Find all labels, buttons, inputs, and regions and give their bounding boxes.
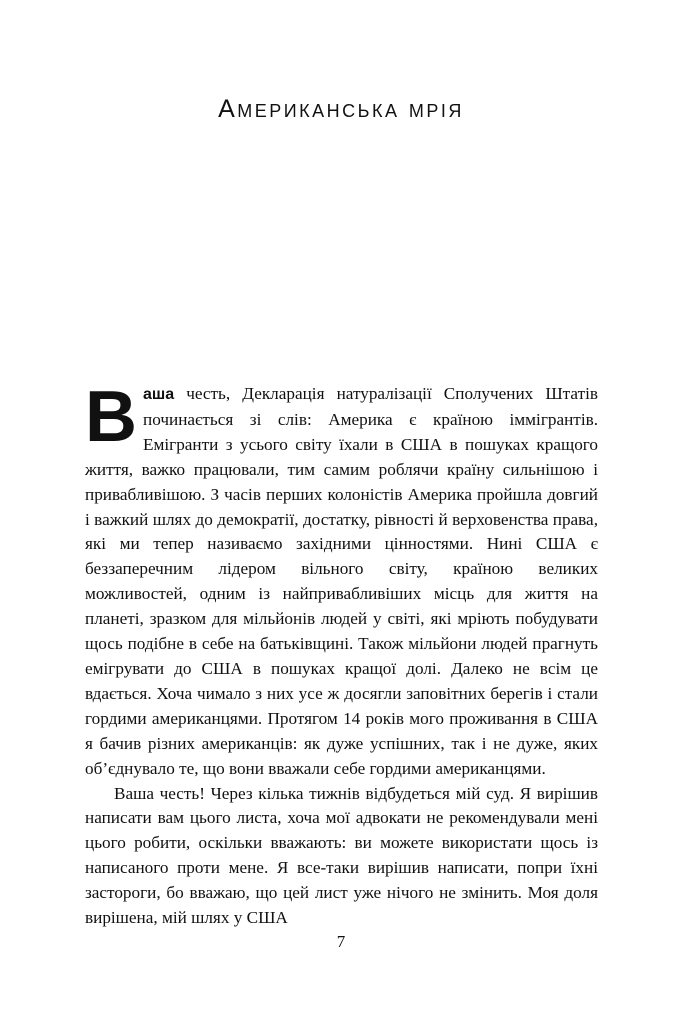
paragraph-2: Ваша честь! Через кілька тижнів відбудеться мій суд. Я вирішив написати вам цього листа, хоча мої адвокати не рекомендували мені цього робити, оскільки вважають: ви можете використати щось із написаного проти мене. Я все-таки вирішив написати, попри їхні застороги, бо вважаю, що цей лист уже нічого не змінить. Моя доля вирішена, мій шлях у США xyxy=(85,783,598,928)
paragraph-1-text: честь, Декларація натуралізації Сполучених Штатів починається зі слів: Америка є країною іммігрантів. Емігранти з усього світу їхали в США в пошуках кращого життя, важко працювали, тим самим роблячи країну сильнішою і привабливішою. З часів перших колоністів Америка пройшла довгий і важкий шлях до демократії, достатку, рівності й верховенства права, які ми тепер називаємо західними цінностями. Нині США є беззаперечним лідером вільного світу, країною великих можливостей, одним із найпривабливіших місць для життя на планеті, зразком для мільйонів людей у світі, які мріють побудувати щось подібне в себе на батьківщині. Також мільйони людей прагнуть емігрувати до США в пошуках кращої долі. Далеко не всім це вдається. Хоча чимало з них усе ж досягли заповітних берегів і стали гордими американцями. Протягом 14 років мого проживання в США я бачив різних американців: як дуже успішних, так і не дуже, яких об’єднувало те, що вони вважали себе гордими американцями. xyxy=(85,384,598,778)
chapter-title: Американська мрія xyxy=(218,95,464,123)
chapter-body xyxy=(85,377,598,931)
paragraph-1 xyxy=(85,377,598,782)
page-number: 7 xyxy=(336,932,346,951)
lead-in-bold: аша xyxy=(143,386,175,403)
drop-cap: В xyxy=(85,377,137,457)
